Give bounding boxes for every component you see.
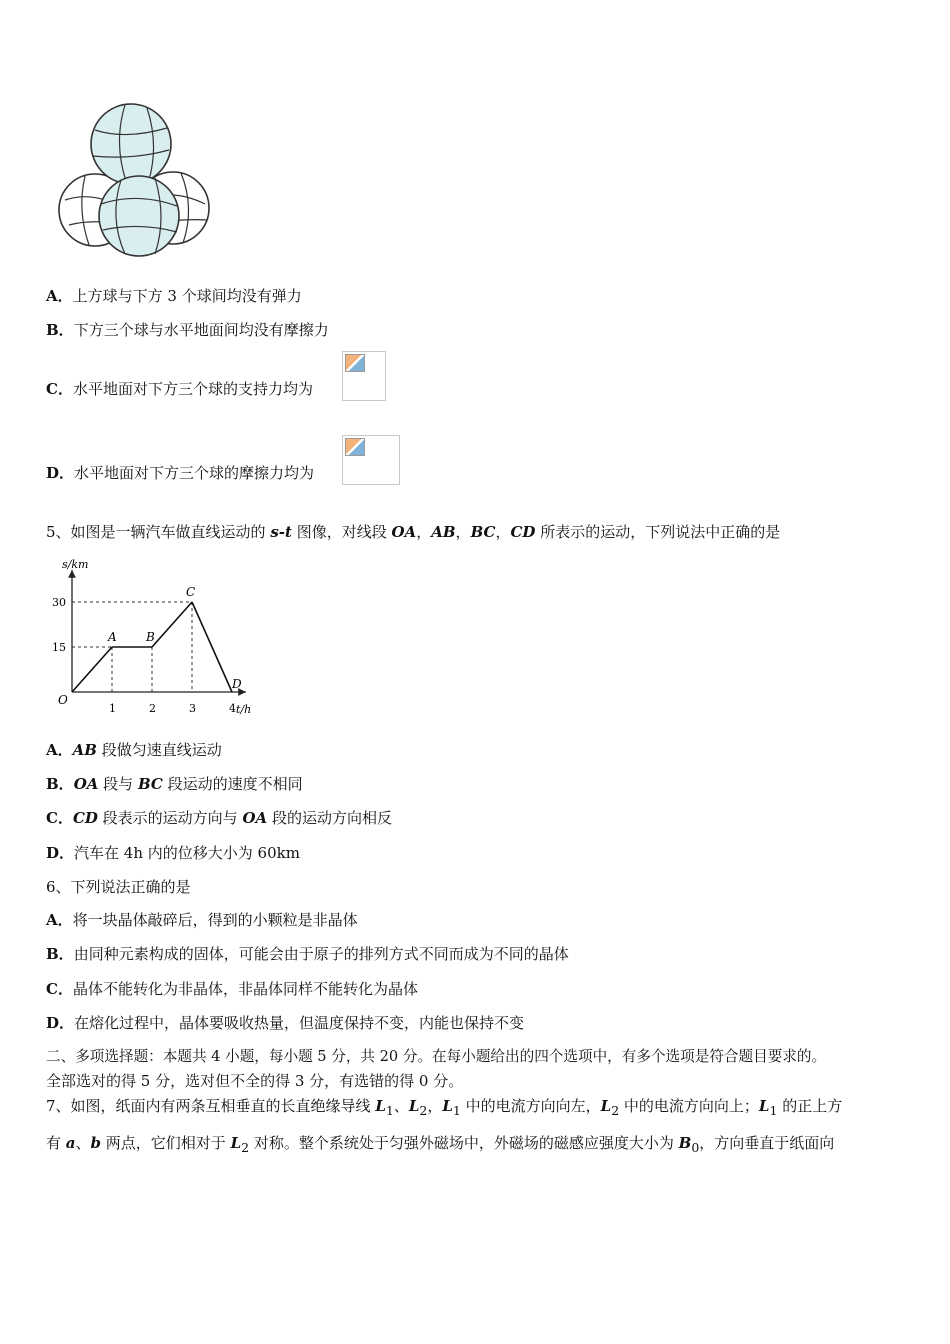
q7-line1: 7、如图，纸面内有两条互相垂直的长直绝缘导线 $L_1$、$L_2$，$L_1$ 中的电流方向向左，$L_2$ 中的电流方向向上；$L_1$ 的正上方 bbox=[46, 1097, 843, 1118]
volleyballs-figure bbox=[55, 100, 215, 260]
point-labels bbox=[107, 585, 242, 691]
q7-line2: 有 a、b 两点，它们相对于 $L_2$ 对称。整个系统处于匀强外磁场中，外磁场的磁感应强度大小为 $B_0$，方向垂直于纸面向 bbox=[46, 1134, 835, 1155]
y-tick-15: 15 bbox=[52, 641, 66, 654]
q4-option-d-formula-image bbox=[342, 435, 400, 485]
q6-option-a: A．将一块晶体敲碎后，得到的小颗粒是非晶体 bbox=[46, 911, 358, 929]
tick-labels bbox=[52, 596, 236, 715]
point-label-b: B bbox=[146, 630, 155, 644]
q5-stem: 5、如图是一辆汽车做直线运动的 s-t 图像，对线段 OA，AB，BC，CD 所表示的运动，下列说法中正确的是 bbox=[46, 523, 781, 541]
y-axis-label: s/km bbox=[62, 558, 89, 571]
q6-stem: 6、下列说法正确的是 bbox=[46, 878, 191, 896]
origin-label: O bbox=[58, 693, 68, 707]
st-graph bbox=[52, 556, 262, 722]
point-label-c: C bbox=[186, 585, 196, 599]
q4-option-d: D．水平地面对下方三个球的摩擦力均为 bbox=[46, 464, 315, 482]
x-tick-1: 1 bbox=[109, 702, 116, 715]
q4-option-a: A．上方球与下方 3 个球间均没有弹力 bbox=[46, 287, 302, 305]
q5-option-c: C．CD 段表示的运动方向与 OA 段的运动方向相反 bbox=[46, 809, 392, 827]
segment-cd bbox=[192, 602, 232, 692]
x-tick-4: 4 bbox=[229, 702, 236, 715]
section2-line1: 二、多项选择题：本题共 4 小题，每小题 5 分，共 20 分。在每小题给出的四个选项中，有多个选项是符合题目要求的。 bbox=[46, 1048, 827, 1065]
q4-option-b: B．下方三个球与水平地面间均没有摩擦力 bbox=[46, 321, 329, 339]
q5-option-b: B．OA 段与 BC 段运动的速度不相同 bbox=[46, 775, 303, 793]
section2-line2: 全部选对的得 5 分，选对但不全的得 3 分，有选错的得 0 分。 bbox=[46, 1072, 464, 1090]
q4-option-c: C．水平地面对下方三个球的支持力均为 bbox=[46, 380, 313, 398]
x-tick-3: 3 bbox=[189, 702, 196, 715]
q6-option-b: B．由同种元素构成的固体，可能会由于原子的排列方式不同而成为不同的晶体 bbox=[46, 945, 569, 963]
q5-option-d: D．汽车在 4h 内的位移大小为 60km bbox=[46, 844, 300, 862]
segment-oa bbox=[72, 647, 112, 692]
broken-image-icon bbox=[345, 354, 365, 372]
broken-image-icon bbox=[345, 438, 365, 456]
q5-option-a: A．AB 段做匀速直线运动 bbox=[46, 741, 222, 759]
q6-option-d: D．在熔化过程中，晶体要吸收热量，但温度保持不变，内能也保持不变 bbox=[46, 1014, 525, 1032]
x-tick-2: 2 bbox=[149, 702, 156, 715]
point-label-a: A bbox=[108, 630, 117, 644]
q4-option-c-formula-image bbox=[342, 351, 386, 401]
segment-bc bbox=[152, 602, 192, 647]
point-label-d: D bbox=[232, 677, 242, 691]
y-tick-30: 30 bbox=[52, 596, 66, 609]
q6-option-c: C．晶体不能转化为非晶体，非晶体同样不能转化为晶体 bbox=[46, 980, 418, 998]
x-axis-label: t/h bbox=[236, 703, 252, 716]
